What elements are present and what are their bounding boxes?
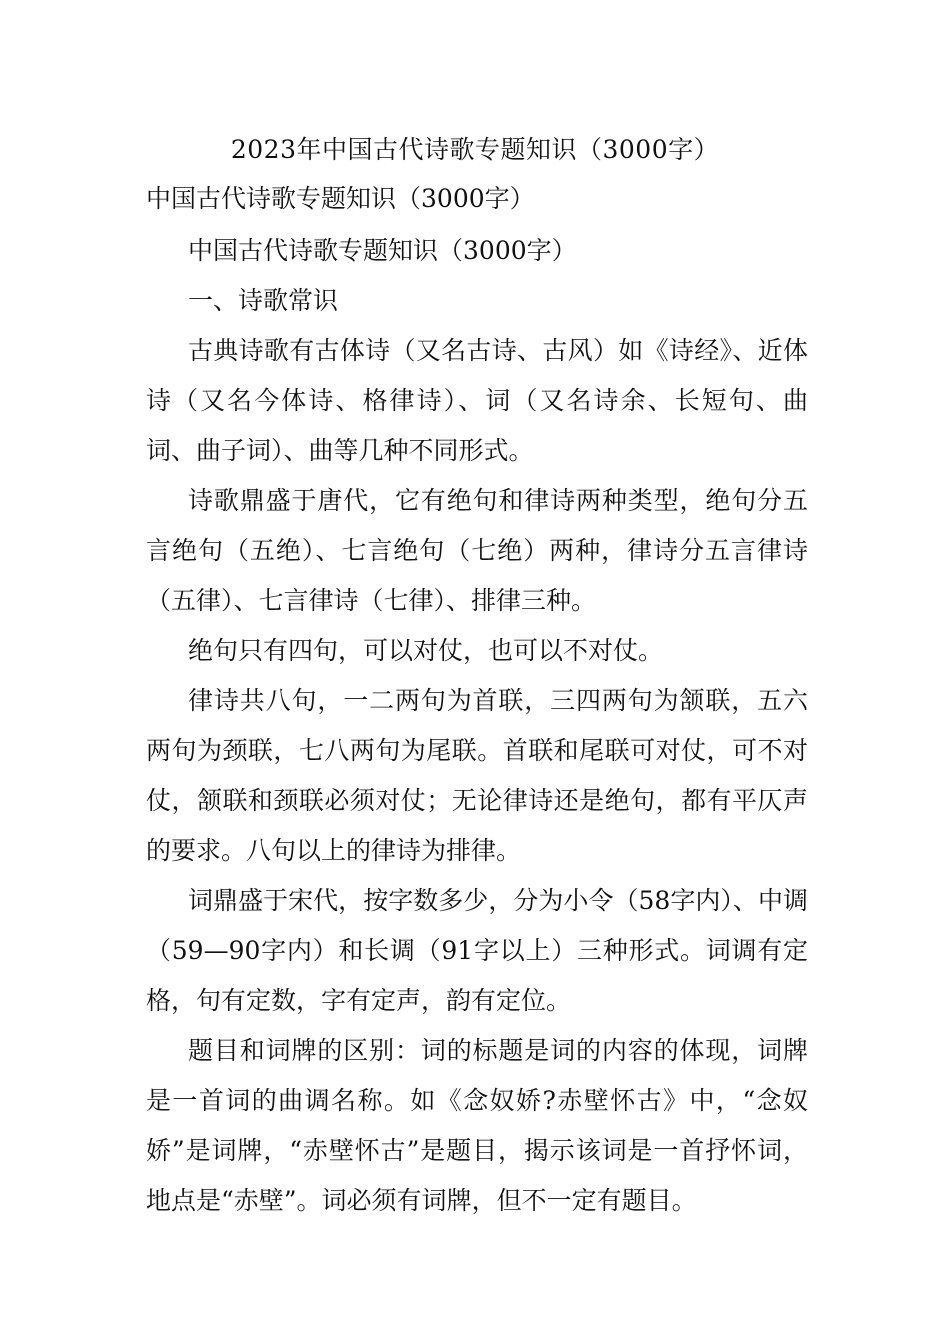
paragraph: 古典诗歌有古体诗（又名古诗、古风）如《诗经》、近体诗（又名今体诗、格律诗）、词（又名诗余、长短句、曲词、曲子词）、曲等几种不同形式。 [146,336,808,465]
paragraph-heading: 中国古代诗歌专题知识（3000字） [188,236,577,265]
document-body [146,226,808,1226]
document-title: 2023年中国古代诗歌专题知识（3000字） [230,135,720,164]
paragraph: 词鼎盛于宋代，按字数多少，分为小令（58字内）、中调（59—90字内）和长调（91字以上）三种形式。词调有定格，句有定数，字有定声，韵有定位。 [146,886,808,1015]
document-subtitle: 中国古代诗歌专题知识（3000字） [146,184,535,213]
paragraph: 律诗共八句，一二两句为首联，三四两句为颔联，五六两句为颈联，七八两句为尾联。首联和尾联可对仗，可不对仗，颔联和颈联必须对仗；无论律诗还是绝句，都有平仄声的要求。八句以上的律诗为排律。 [146,686,808,865]
paragraph: 诗歌鼎盛于唐代，它有绝句和律诗两种类型，绝句分五言绝句（五绝）、七言绝句（七绝）两种，律诗分五言律诗（五律）、七言律诗（七律）、排律三种。 [146,486,808,615]
paragraph: 题目和词牌的区别：词的标题是词的内容的体现，词牌是一首词的曲调名称。如《念奴娇?赤壁怀古》中，“念奴娇”是词牌，“赤壁怀古”是题目，揭示该词是一首抒怀词，地点是“赤壁”。词必须有词牌，但不一定有题目。 [146,1036,808,1215]
section-heading: 一、诗歌常识 [188,286,339,315]
paragraph: 绝句只有四句，可以对仗，也可以不对仗。 [188,636,664,665]
